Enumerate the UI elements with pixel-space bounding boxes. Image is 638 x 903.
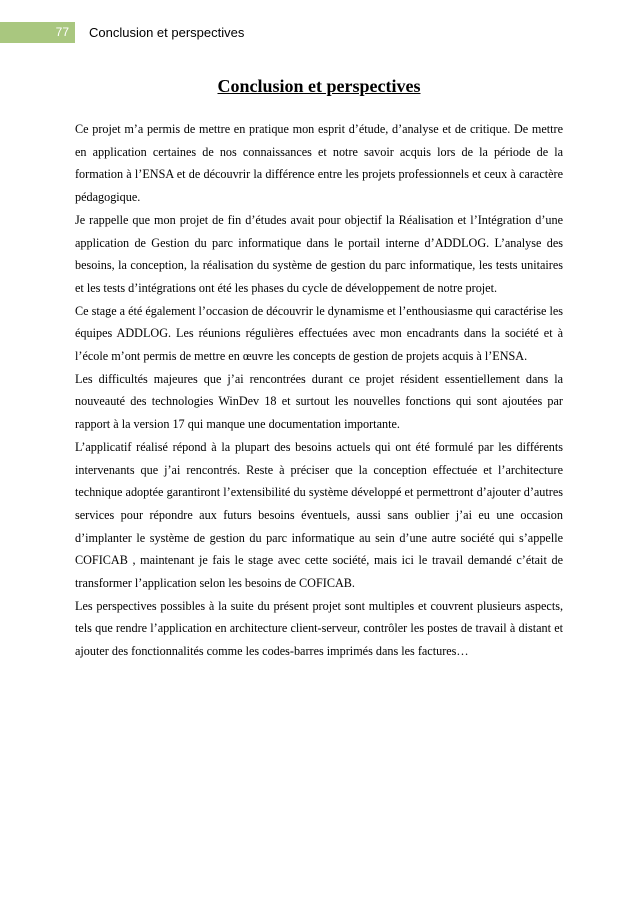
page-number: 77 <box>0 22 75 43</box>
page-header <box>0 0 638 40</box>
paragraph: Ce stage a été également l’occasion de découvrir le dynamisme et l’enthousiasme qui caractérise les équipes ADDLOG. Les réunions régulières effectuées avec mon encadrants dans la société et à l’école m’ont permis de mettre en œuvre les concepts de gestion de projets acquis à l’ENSA. <box>75 303 563 364</box>
paragraph: Ce projet m’a permis de mettre en pratique mon esprit d’étude, d’analyse et de critique. De mettre en application certaines de nos connaissances et notre savoir acquis lors de la période de la formation à l’ENSA et de découvrir la différence entre les projets professionnels et ceux à caractère pédagogique. <box>75 122 563 205</box>
header-section-title: Conclusion et perspectives <box>89 25 245 40</box>
page-title <box>0 76 638 97</box>
page-title-text: Conclusion et perspectives <box>217 76 421 96</box>
body-text <box>75 118 563 663</box>
paragraph: Les difficultés majeures que j’ai rencontrées durant ce projet résident essentiellement dans la nouveauté des technologies WinDev 18 et surtout les nouvelles fonctions qui sont ajoutées par rapport à la version 17 qui manque une documentation importante. <box>75 371 563 432</box>
paragraph: Les perspectives possibles à la suite du présent projet sont multiples et couvrent plusieurs aspects, tels que rendre l’application en architecture client-serveur, contrôler les postes de travail à distant et ajouter des fonctionnalités comme les codes-barres imprimés dans les factures… <box>75 598 563 659</box>
paragraph: Je rappelle que mon projet de fin d’études avait pour objectif la Réalisation et l’Intégration d’une application de Gestion du parc informatique dans le portail interne d’ADDLOG. L’analyse des besoins, la conception, la réalisation du système de gestion du parc informatique, les tests unitaires et les tests d’intégrations ont été les phases du cycle de développement de notre projet. <box>75 212 563 295</box>
paragraph: L’applicatif réalisé répond à la plupart des besoins actuels qui ont été formulé par les différents intervenants que j’ai rencontrés. Reste à préciser que la conception effectuée et l’architecture technique adoptée garantiront l’extensibilité du système développé et permettront d’ajouter d’autres services pour répondre aux futurs besoins éventuels, aussi sans oublier j’ai eu une occasion d’implanter le système de gestion du parc informatique au sein d’une autre société qui s’appelle COFICAB , maintenant je fais le stage avec cette société, mais ici le travail demandé c’était de transformer l’application selon les besoins de COFICAB. <box>75 439 563 591</box>
